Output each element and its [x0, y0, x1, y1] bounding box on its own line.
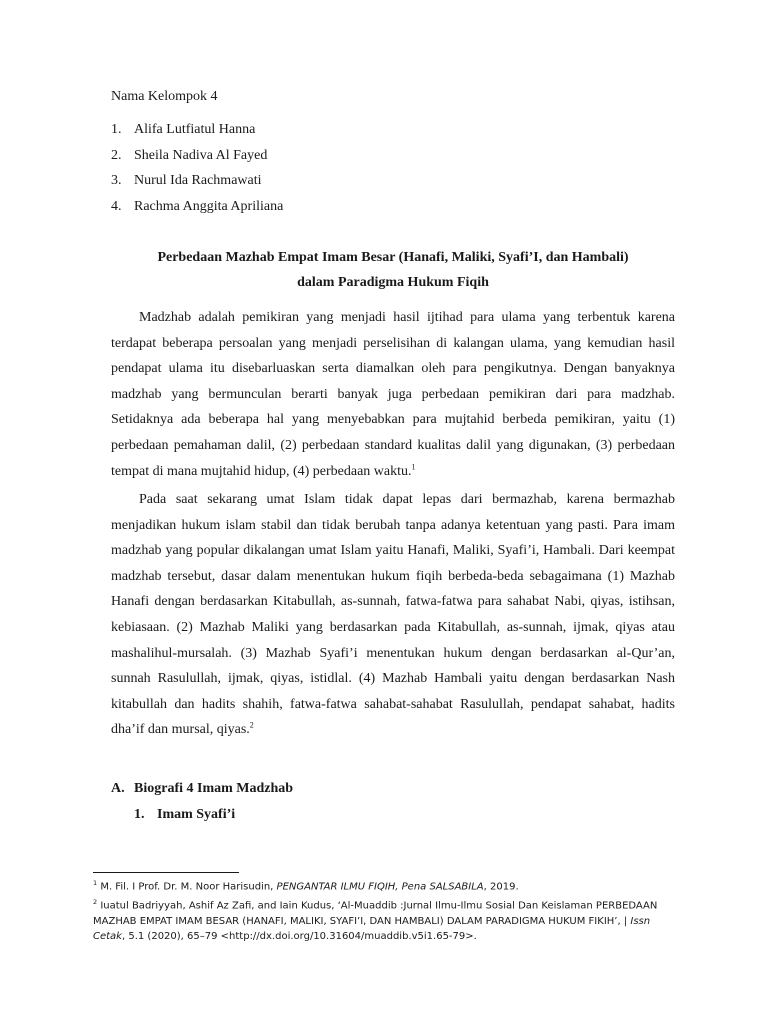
list-number: 1. [111, 122, 122, 137]
footnote-text: Iuatul Badriyyah, Ashif Az Zafi, and Iain Kudus, ‘Al-Muaddib :Jurnal Ilmu-Ilmu Sosial Dan Keislaman PERBEDAAN MAZHAB EMPAT IMAM BESAR (HANAFI, MALIKI, SYAFI’I, DAN HAMBALI) DALAM PARADIGMA HUKUM FIKIH’, | [93, 900, 658, 927]
footnote-text: , 2019. [483, 881, 519, 893]
document-title [111, 245, 675, 295]
list-item [111, 120, 283, 146]
list-item [111, 197, 283, 223]
section-title: Biografi 4 Imam Madzhab [134, 781, 294, 796]
section-number: A. [111, 781, 125, 796]
list-item [111, 171, 283, 197]
paragraph-text: Pada saat sekarang umat Islam tidak dapat lepas dari bermazhab, karena bermazhab menjadikan hukum islam stabil dan tidak berubah tanpa adanya ketentuan yang pasti. Para imam madzhab yang popular dikalangan umat Islam yaitu Hanafi, Maliki, Syafi’i, Hambali. Dari keempat madzhab tersebut, dasar dalam menentukan hukum fiqih berbeda-beda sebagaimana (1) Mazhab Hanafi dengan berdasarkan Kitabullah, as-sunnah, fatwa-fatwa para sahabat Nabi, qiyas, istihsan, kebiasaan. (2) Mazhab Maliki yang berdasarkan pada Kitabullah, as-sunnah, ijmak, qiyas atau mashalihul-mursalah. (3) Mazhab Syafi’i menentukan hukum dengan berdasarkan al-Qur’an, sunnah Rasulullah, ijmak, qiyas, istidlal. (4) Mazhab Hambali yaitu dengan berdasarkan Nash kitabullah dan hadits shahih, fatwa-fatwa sahabat-sahabat Rasulullah, pendapat sahabat, hadits dha’if dan mursal, qiyas. [111, 492, 675, 738]
body-paragraph [111, 487, 675, 743]
footnote-number: 1 [93, 879, 98, 887]
subsection-title: Imam Syafi’i [157, 807, 236, 822]
footnote-text: , 5.1 (2020), 65–79 <http://dx.doi.org/10.31604/muaddib.v5i1.65-79>. [121, 931, 477, 943]
list-number: 4. [111, 198, 122, 214]
footnote-number: 2 [93, 897, 98, 906]
paragraph-text: Madzhab adalah pemikiran yang menjadi hasil ijtihad para ulama yang terbentuk karena terdapat beberapa persoalan yang menjadi perselisihan di kalangan ulama, yang kemudian hasil pendapat ulama itu disebarluaskan serta diamalkan oleh para pengikutnya. Dengan banyaknya madzhab yang bermunculan berarti banyak juga perbedaan pemikiran dari para madzhab. Setidaknya ada beberapa hal yang menyebabkan para mujtahid berbeda pemikiran, yaitu (1) perbedaan pemahaman dalil, (2) perbedaan standard kualitas dalil yang digunakan, (3) perbedaan tempat di mana mujtahid hidup, (4) perbedaan waktu. [111, 310, 675, 479]
title-line-1: Perbedaan Mazhab Empat Imam Besar (Hanafi, Maliki, Syafi’I, dan Hambali) [157, 250, 629, 265]
list-number: 3. [111, 173, 122, 188]
footnote [93, 876, 673, 895]
list-number: 2. [111, 147, 122, 163]
footnote-ref[interactable]: 2 [249, 720, 254, 730]
section-heading [111, 779, 293, 799]
footnotes [93, 876, 673, 945]
member-list [111, 120, 283, 222]
title-line-2: dalam Paradigma Hukum Fiqih [297, 275, 489, 290]
group-title: Nama Kelompok 4 [111, 89, 218, 104]
list-item [111, 146, 283, 172]
subsection-number: 1. [134, 807, 145, 822]
body-paragraph [111, 305, 675, 484]
member-name: Sheila Nadiva Al Fayed [134, 147, 268, 163]
footnote-italic: Issn Cetak [93, 915, 651, 943]
subsection-heading [134, 805, 235, 825]
footnote [93, 895, 673, 945]
member-name: Nurul Ida Rachmawati [134, 173, 262, 188]
footnote-italic: PENGANTAR ILMU FIQIH, Pena SALSABILA [276, 881, 484, 893]
footnote-separator [93, 872, 239, 873]
document-page [111, 0, 675, 1024]
footnote-ref[interactable]: 1 [411, 461, 416, 471]
member-name: Alifa Lutfiatul Hanna [134, 122, 256, 137]
footnote-text: M. Fil. I Prof. Dr. M. Noor Harisudin, [97, 881, 277, 893]
member-name: Rachma Anggita Apriliana [134, 198, 284, 214]
